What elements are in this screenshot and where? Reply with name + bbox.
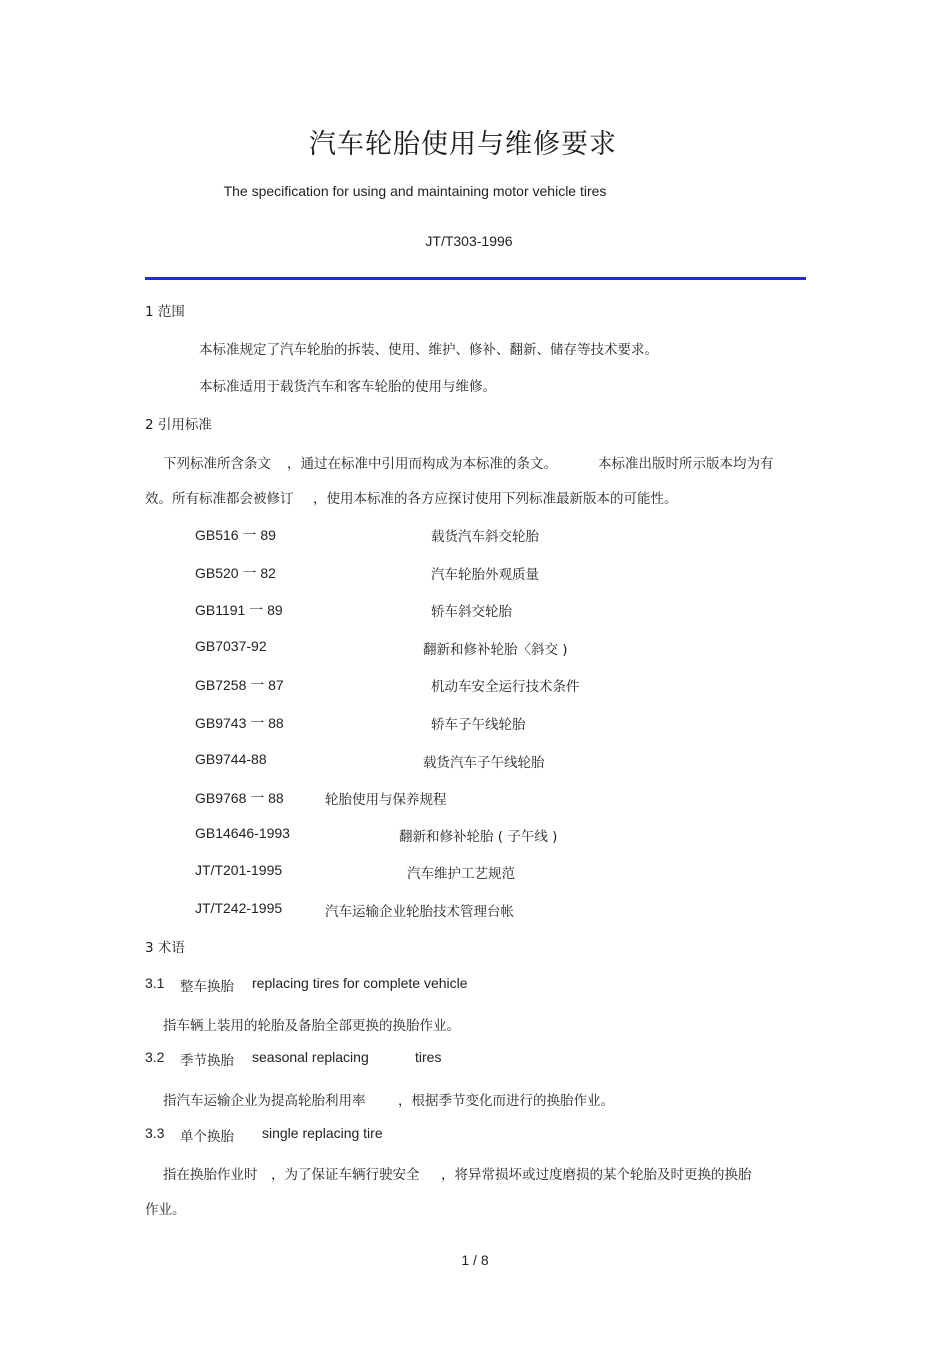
section-2-text-1b: ，通过在标准中引用而构成为本标准的条文。 — [287, 456, 557, 472]
term-title-cn: 季节换胎 — [180, 1053, 234, 1069]
page-number: 1 / 8 — [461, 1252, 489, 1268]
document-subtitle: The specification for using and maintaining motor vehicle tires — [223, 183, 607, 199]
term-definition: 指在换胎作业时 — [163, 1167, 258, 1183]
ref-name: 翻新和修补轮胎 ( 子午线 ) — [399, 829, 558, 845]
ref-code: GB9743 一 88 — [195, 715, 284, 731]
ref-name: 汽车维护工艺规范 — [407, 866, 515, 882]
term-definition: ，根据季节变化而进行的换胎作业。 — [398, 1093, 614, 1109]
section-1-heading: 1 范围 — [145, 304, 185, 320]
section-2-text-1c: 本标准出版时所示版本均为有 — [598, 456, 774, 472]
ref-code: GB9768 一 88 — [195, 790, 284, 806]
ref-name: 机动车安全运行技术条件 — [431, 679, 580, 695]
section-2-heading: 2 引用标准 — [145, 417, 212, 433]
ref-name: 汽车轮胎外观质量 — [431, 567, 539, 583]
document-title: 汽车轮胎使用与维修要求 — [309, 129, 617, 160]
ref-code: GB9744-88 — [195, 751, 267, 767]
term-definition: ，为了保证车辆行驶安全 — [271, 1167, 420, 1183]
term-definition: ，将异常损坏或过度磨损的某个轮胎及时更换的换胎 — [441, 1167, 752, 1183]
ref-code: GB520 一 82 — [195, 565, 276, 581]
term-title-cn: 整车换胎 — [180, 979, 234, 995]
ref-code: GB1191 一 89 — [195, 602, 283, 618]
term-definition: 指车辆上装用的轮胎及备胎全部更换的换胎作业。 — [163, 1018, 460, 1034]
section-2-text-2b: ，使用本标准的各方应探讨使用下列标准最新版本的可能性。 — [313, 491, 678, 507]
term-number: 3.1 — [145, 975, 165, 991]
ref-code: JT/T242-1995 — [195, 900, 283, 916]
term-title-en: replacing tires for complete vehicle — [252, 975, 468, 991]
ref-code: GB7258 一 87 — [195, 677, 284, 693]
ref-code: GB7037-92 — [195, 638, 267, 654]
term-title-en: tires — [415, 1049, 442, 1065]
ref-name: 轿车斜交轮胎 — [431, 604, 512, 620]
ref-name: 载货汽车子午线轮胎 — [423, 755, 545, 771]
ref-name: 载货汽车斜交轮胎 — [431, 529, 539, 545]
section-3-heading: 3 术语 — [145, 940, 185, 956]
term-title-en: single replacing tire — [262, 1125, 383, 1141]
section-1-paragraph-1: 本标准规定了汽车轮胎的拆装、使用、维护、修补、翻新、储存等技术要求。 — [199, 342, 658, 358]
term-title-en: seasonal replacing — [252, 1049, 369, 1065]
term-definition: 作业。 — [145, 1202, 186, 1218]
ref-name: 翻新和修补轮胎〈斜交 ) — [423, 642, 568, 658]
section-2-text-1a: 下列标准所含条文 — [163, 456, 271, 472]
ref-code: GB14646-1993 — [195, 825, 290, 841]
ref-code: JT/T201-1995 — [195, 862, 283, 878]
section-2-text-2a: 效。所有标准都会被修订 — [145, 491, 294, 507]
term-definition: 指汽车运输企业为提高轮胎利用率 — [163, 1093, 366, 1109]
term-number: 3.3 — [145, 1125, 165, 1141]
term-title-cn: 单个换胎 — [180, 1129, 234, 1145]
section-1-paragraph-2: 本标准适用于载货汽车和客车轮胎的使用与维修。 — [199, 379, 496, 395]
ref-code: GB516 一 89 — [195, 527, 276, 543]
ref-name: 轿车子午线轮胎 — [431, 717, 526, 733]
ref-name: 轮胎使用与保养规程 — [325, 792, 447, 808]
standard-code: JT/T303-1996 — [425, 233, 513, 249]
header-divider — [145, 277, 806, 280]
term-number: 3.2 — [145, 1049, 165, 1065]
ref-name: 汽车运输企业轮胎技术管理台帐 — [325, 904, 514, 920]
